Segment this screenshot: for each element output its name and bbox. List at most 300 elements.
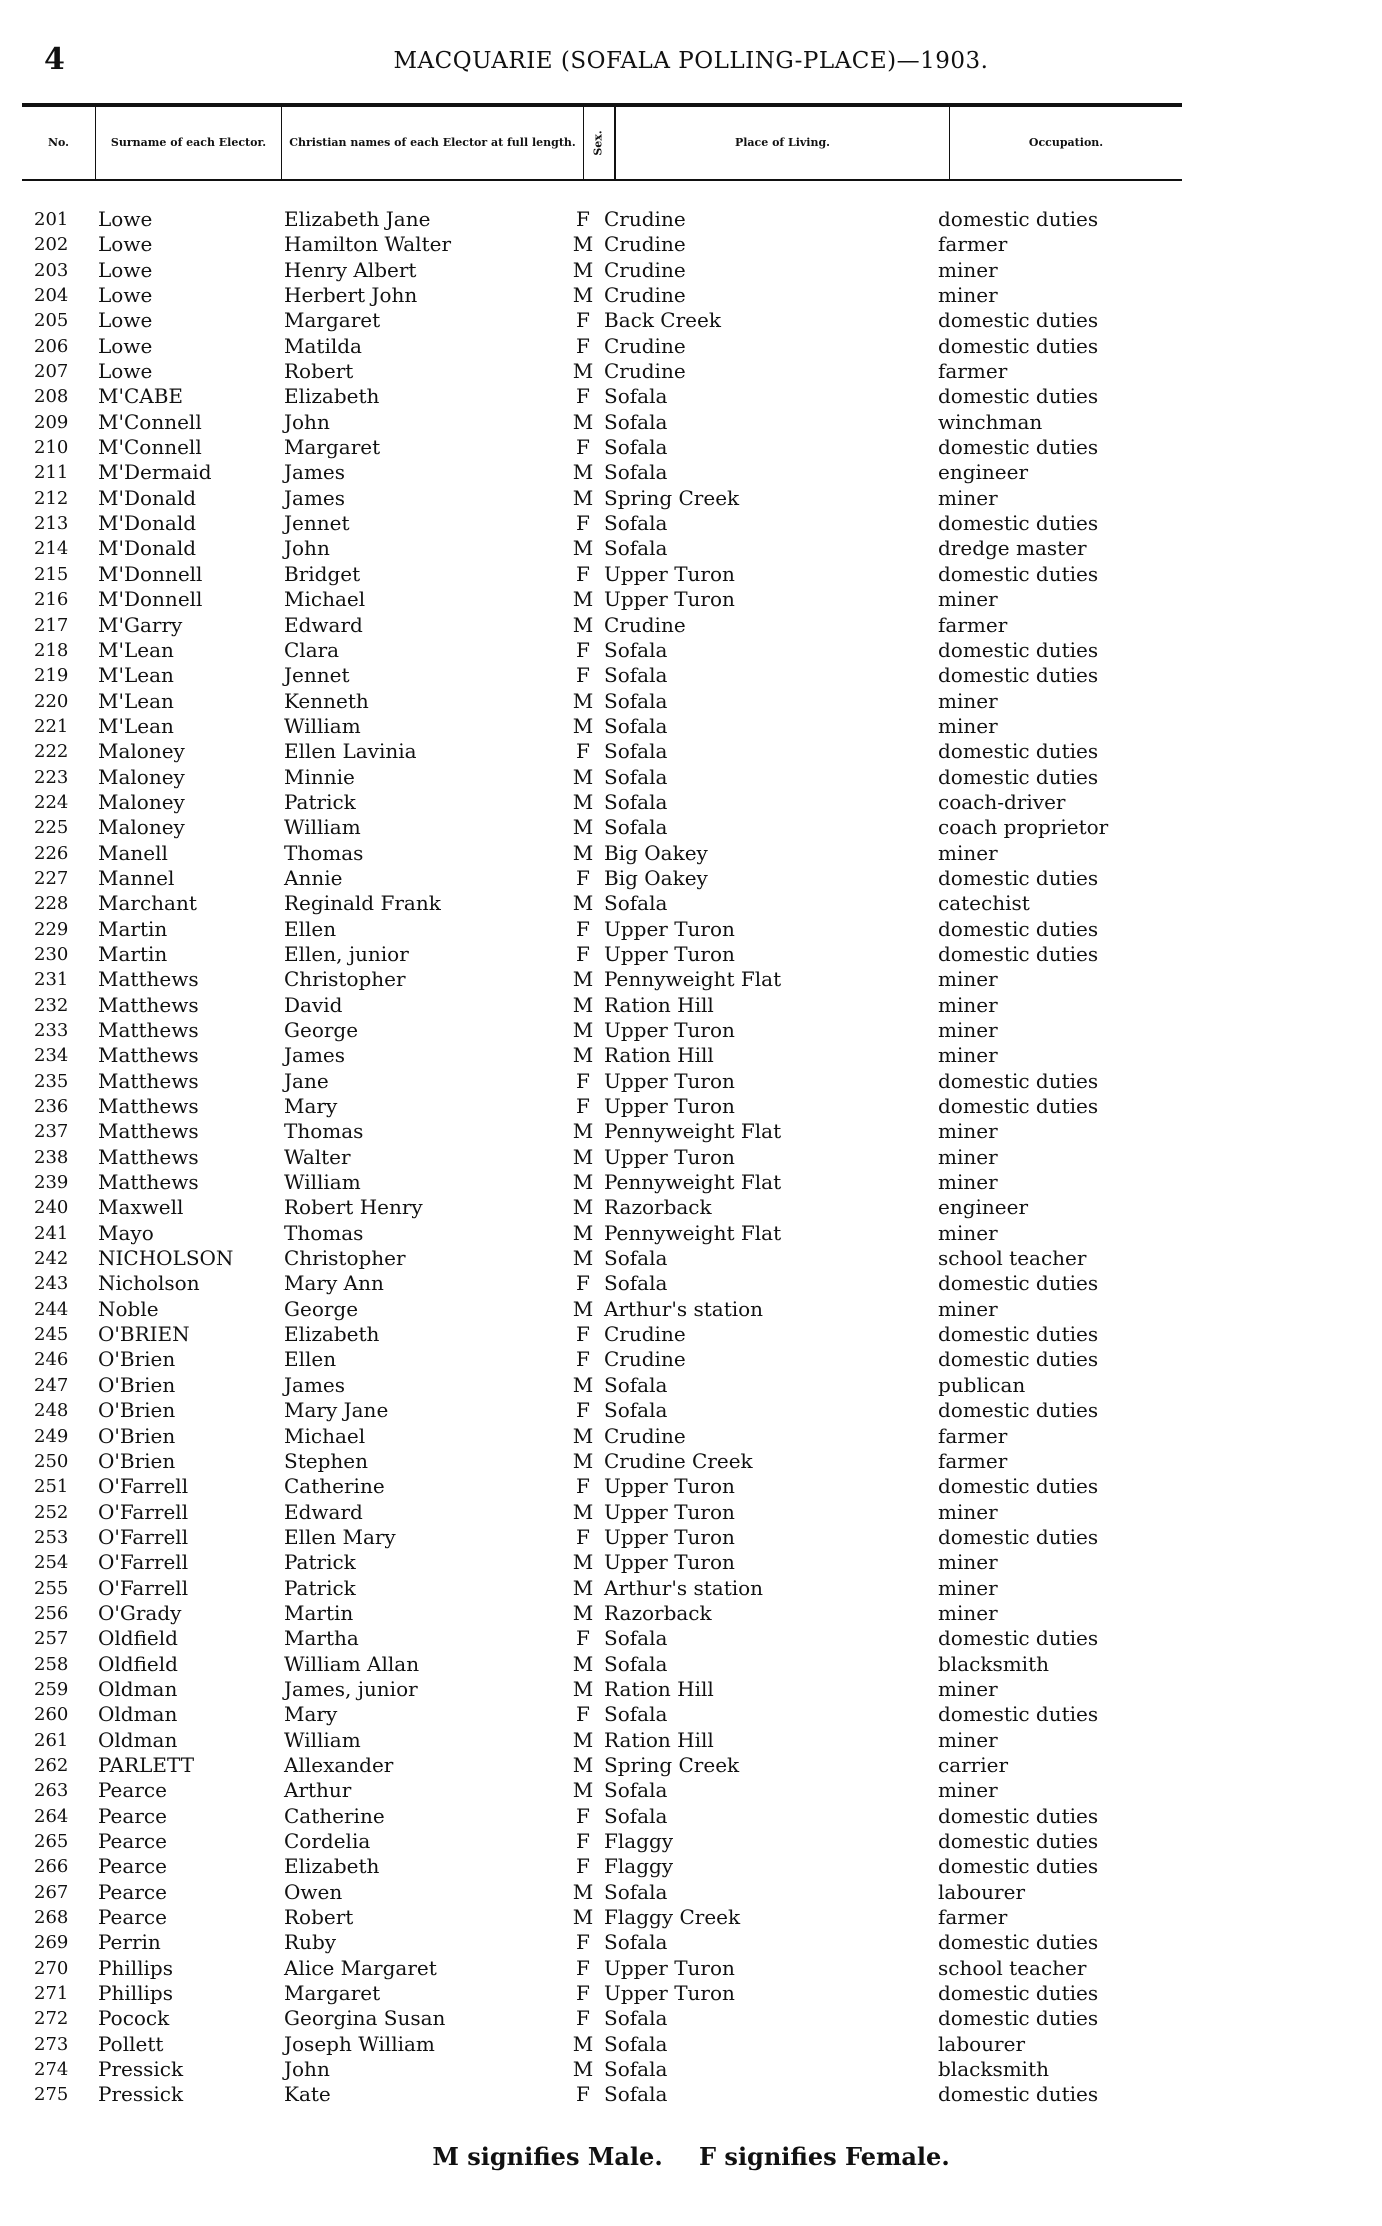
elector-place: Sofala: [604, 713, 668, 738]
elector-occupation: domestic duties: [938, 1271, 1099, 1296]
elector-sex: F: [576, 2082, 590, 2107]
elector-christian-names: Margaret: [284, 1981, 381, 2006]
elector-christian-names: James: [284, 1372, 346, 1397]
elector-occupation: domestic duties: [938, 435, 1099, 460]
elector-occupation: catechist: [938, 891, 1030, 916]
elector-occupation: domestic duties: [938, 1524, 1099, 1549]
table-row: [22, 765, 1182, 790]
elector-occupation: domestic duties: [938, 663, 1099, 688]
elector-occupation: carrier: [938, 1752, 1009, 1777]
elector-surname: M'Donald: [98, 511, 197, 536]
elector-christian-names: Allexander: [284, 1752, 394, 1777]
elector-sex: M: [572, 1727, 594, 1752]
elector-christian-names: Elizabeth: [284, 384, 380, 409]
elector-number: 230: [34, 943, 69, 965]
elector-surname: M'Connell: [98, 435, 202, 460]
elector-surname: Maloney: [98, 764, 185, 789]
elector-occupation: dredge master: [938, 536, 1087, 561]
elector-christian-names: Robert: [284, 359, 354, 384]
elector-surname: Mannel: [98, 865, 175, 890]
table-row: [22, 1424, 1182, 1449]
header-christian-label: Christian names of each Elector at full length.: [289, 136, 576, 149]
table-row: [22, 334, 1182, 359]
elector-sex: M: [572, 840, 594, 865]
elector-surname: O'Brien: [98, 1372, 176, 1397]
elector-occupation: miner: [938, 1600, 998, 1625]
elector-number: 261: [34, 1729, 69, 1751]
elector-place: Upper Turon: [604, 1981, 735, 2006]
elector-surname: Perrin: [98, 1930, 161, 1955]
table-row: [22, 1981, 1182, 2006]
elector-sex: M: [572, 359, 594, 384]
elector-christian-names: Margaret: [284, 435, 381, 460]
page-number: 4: [44, 42, 65, 77]
elector-sex: M: [572, 460, 594, 485]
elector-occupation: domestic duties: [938, 1854, 1099, 1879]
header-christian-names: [282, 107, 584, 179]
elector-number: 218: [34, 639, 69, 661]
elector-number: 203: [34, 259, 69, 281]
elector-number: 260: [34, 1704, 69, 1726]
elector-occupation: domestic duties: [938, 384, 1099, 409]
elector-place: Razorback: [604, 1600, 712, 1625]
elector-occupation: domestic duties: [938, 1347, 1099, 1372]
elector-place: Sofala: [604, 1372, 668, 1397]
elector-place: Sofala: [604, 384, 668, 409]
elector-place: Razorback: [604, 1195, 712, 1220]
elector-occupation: domestic duties: [938, 1829, 1099, 1853]
elector-place: Flaggy: [604, 1829, 674, 1853]
elector-occupation: domestic duties: [938, 2006, 1099, 2031]
table-row: [22, 587, 1182, 612]
table-row: [22, 1930, 1182, 1955]
elector-occupation: farmer: [938, 232, 1008, 257]
elector-surname: Lowe: [98, 232, 153, 257]
elector-occupation: coach-driver: [938, 789, 1066, 814]
elector-christian-names: Elizabeth: [284, 1854, 380, 1879]
elector-place: Ration Hill: [604, 992, 714, 1017]
elector-place: Crudine: [604, 283, 686, 308]
table-row: [22, 511, 1182, 536]
elector-sex: M: [572, 688, 594, 713]
elector-christian-names: Elizabeth: [284, 1322, 380, 1347]
elector-christian-names: Catherine: [284, 1474, 385, 1499]
elector-occupation: domestic duties: [938, 1930, 1099, 1955]
elector-surname: Matthews: [98, 1144, 199, 1169]
elector-occupation: domestic duties: [938, 739, 1099, 764]
elector-place: Upper Turon: [604, 1094, 735, 1119]
elector-number: 233: [34, 1020, 69, 1041]
elector-place: Sofala: [604, 815, 668, 840]
elector-christian-names: Ellen, junior: [284, 941, 409, 966]
elector-sex: M: [572, 2057, 594, 2082]
elector-number: 267: [34, 1881, 69, 1903]
elector-number: 245: [34, 1324, 69, 1346]
elector-christian-names: Edward: [284, 612, 363, 637]
table-row: [22, 1626, 1182, 1651]
elector-place: Pennyweight Flat: [604, 1170, 782, 1195]
elector-sex: F: [576, 1068, 590, 1093]
table-row: [22, 714, 1182, 739]
elector-surname: Lowe: [98, 257, 153, 282]
elector-surname: Matthews: [98, 1094, 199, 1119]
elector-occupation: miner: [938, 1550, 998, 1575]
table-row: [22, 1525, 1182, 1550]
elector-sex: M: [572, 1018, 594, 1042]
elector-surname: M'Lean: [98, 637, 174, 662]
elector-number: 243: [34, 1273, 69, 1295]
elector-number: 258: [34, 1653, 69, 1675]
elector-number: 270: [34, 1957, 69, 1979]
table-row: [22, 1778, 1182, 1803]
elector-occupation: miner: [938, 967, 998, 992]
elector-surname: Maloney: [98, 739, 185, 764]
elector-surname: Matthews: [98, 1170, 199, 1195]
elector-place: Sofala: [604, 409, 668, 434]
elector-sex: M: [572, 1220, 594, 1245]
elector-sex: M: [572, 1423, 594, 1448]
elector-place: Sofala: [604, 789, 668, 814]
elector-sex: M: [572, 713, 594, 738]
elector-surname: M'Connell: [98, 409, 202, 434]
elector-christian-names: Robert: [284, 1905, 354, 1930]
elector-place: Crudine: [604, 1347, 686, 1372]
elector-christian-names: Ellen: [284, 916, 337, 941]
elector-occupation: domestic duties: [938, 2082, 1099, 2107]
elector-number: 213: [34, 513, 69, 535]
elector-christian-names: Alice Margaret: [284, 1955, 437, 1980]
table-row: [22, 460, 1182, 485]
table-row: [22, 1804, 1182, 1829]
elector-place: Sofala: [604, 1398, 668, 1423]
elector-number: 251: [34, 1476, 69, 1498]
elector-number: 242: [34, 1248, 69, 1270]
elector-number: 229: [34, 918, 69, 940]
elector-place: Upper Turon: [604, 941, 735, 966]
table-row: [22, 410, 1182, 435]
elector-occupation: blacksmith: [938, 1651, 1049, 1676]
elector-number: 202: [34, 234, 69, 256]
elector-surname: O'Grady: [98, 1600, 182, 1625]
table-row: [22, 435, 1182, 460]
elector-number: 236: [34, 1096, 69, 1118]
elector-place: Sofala: [604, 1651, 668, 1676]
elector-christian-names: Stephen: [284, 1448, 368, 1473]
elector-sex: M: [572, 1296, 594, 1321]
elector-christian-names: Ruby: [284, 1930, 337, 1955]
table-row: [22, 1271, 1182, 1296]
table-row: [22, 1905, 1182, 1930]
elector-place: Pennyweight Flat: [604, 1119, 782, 1144]
elector-surname: Pollett: [98, 2031, 164, 2056]
elector-sex: M: [572, 587, 594, 612]
elector-number: 217: [34, 614, 69, 636]
elector-sex: M: [572, 1600, 594, 1625]
elector-place: Spring Creek: [604, 485, 740, 510]
elector-sex: M: [572, 612, 594, 637]
table-row: [22, 1702, 1182, 1727]
elector-occupation: farmer: [938, 1423, 1008, 1448]
elector-christian-names: Mary: [284, 1094, 338, 1119]
table-row: [22, 232, 1182, 257]
elector-sex: F: [576, 1347, 590, 1372]
elector-occupation: miner: [938, 1018, 998, 1042]
elector-surname: Nicholson: [98, 1271, 200, 1296]
table-row: [22, 689, 1182, 714]
elector-occupation: miner: [938, 1676, 998, 1701]
elector-surname: M'Lean: [98, 663, 174, 688]
elector-sex: M: [572, 891, 594, 916]
elector-number: 262: [34, 1754, 69, 1776]
elector-christian-names: Thomas: [284, 1119, 364, 1144]
elector-place: Sofala: [604, 2082, 668, 2107]
elector-surname: M'Donnell: [98, 587, 203, 612]
elector-surname: O'Farrell: [98, 1550, 189, 1575]
elector-surname: M'Dermaid: [98, 460, 212, 485]
elector-number: 219: [34, 665, 69, 687]
elector-place: Big Oakey: [604, 840, 708, 865]
elector-surname: NICHOLSON: [98, 1246, 234, 1271]
elector-sex: F: [576, 1474, 590, 1499]
elector-number: 210: [34, 437, 69, 459]
table-row: [22, 359, 1182, 384]
elector-number: 266: [34, 1856, 69, 1878]
elector-surname: Matthews: [98, 1043, 199, 1068]
elector-number: 212: [34, 487, 69, 509]
elector-surname: O'Brien: [98, 1347, 176, 1372]
table-row: [22, 739, 1182, 764]
elector-sex: M: [572, 992, 594, 1017]
table-row: [22, 308, 1182, 333]
elector-place: Sofala: [604, 2006, 668, 2031]
elector-number: 275: [34, 2084, 69, 2106]
elector-number: 234: [34, 1045, 69, 1067]
elector-number: 271: [34, 1983, 69, 2005]
elector-number: 253: [34, 1526, 69, 1548]
elector-number: 272: [34, 2008, 69, 2030]
elector-surname: Lowe: [98, 283, 153, 308]
elector-place: Pennyweight Flat: [604, 1220, 782, 1245]
elector-number: 216: [34, 589, 69, 611]
elector-sex: F: [576, 1524, 590, 1549]
table-row: [22, 1170, 1182, 1195]
elector-christian-names: Ellen Lavinia: [284, 739, 417, 764]
table-row: [22, 1195, 1182, 1220]
elector-place: Sofala: [604, 1271, 668, 1296]
elector-occupation: winchman: [938, 409, 1043, 434]
elector-number: 206: [34, 335, 69, 357]
elector-christian-names: John: [284, 409, 330, 434]
elector-sex: M: [572, 1905, 594, 1930]
elector-occupation: miner: [938, 1778, 998, 1803]
elector-sex: F: [576, 1322, 590, 1347]
elector-occupation: domestic duties: [938, 1626, 1099, 1651]
table-row: [22, 891, 1182, 916]
elector-occupation: domestic duties: [938, 511, 1099, 536]
elector-sex: M: [572, 232, 594, 257]
elector-sex: M: [572, 1575, 594, 1600]
elector-occupation: domestic duties: [938, 916, 1099, 941]
elector-christian-names: Jennet: [284, 511, 350, 536]
table-row: [22, 2057, 1182, 2082]
elector-number: 268: [34, 1907, 69, 1929]
elector-number: 264: [34, 1805, 69, 1827]
elector-christian-names: Owen: [284, 1879, 343, 1904]
elector-occupation: blacksmith: [938, 2057, 1049, 2082]
elector-place: Sofala: [604, 1246, 668, 1271]
elector-christian-names: Ellen Mary: [284, 1524, 396, 1549]
elector-number: 209: [34, 411, 69, 433]
elector-occupation: engineer: [938, 1195, 1029, 1220]
elector-place: Spring Creek: [604, 1752, 740, 1777]
table-row: [22, 2082, 1182, 2107]
elector-christian-names: Martha: [284, 1626, 359, 1651]
elector-sex: F: [576, 1930, 590, 1955]
elector-sex: M: [572, 789, 594, 814]
elector-occupation: miner: [938, 257, 998, 282]
elector-number: 249: [34, 1425, 69, 1447]
elector-surname: Oldfield: [98, 1651, 178, 1676]
elector-number: 228: [34, 893, 69, 915]
elector-place: Sofala: [604, 1930, 668, 1955]
elector-place: Arthur's station: [604, 1296, 764, 1321]
elector-surname: Matthews: [98, 1068, 199, 1093]
table-row: [22, 1956, 1182, 1981]
elector-sex: M: [572, 485, 594, 510]
elector-christian-names: William: [284, 1727, 361, 1752]
elector-sex: M: [572, 1448, 594, 1473]
elector-christian-names: William: [284, 815, 361, 840]
elector-sex: M: [572, 2031, 594, 2056]
elector-place: Back Creek: [604, 308, 721, 333]
elector-sex: M: [572, 1246, 594, 1271]
elector-christian-names: James: [284, 1043, 346, 1068]
table-row: [22, 1043, 1182, 1068]
elector-place: Sofala: [604, 663, 668, 688]
elector-occupation: labourer: [938, 2031, 1026, 2056]
elector-number: 214: [34, 538, 69, 560]
table-row: [22, 993, 1182, 1018]
elector-christian-names: Catherine: [284, 1803, 385, 1828]
elector-surname: Lowe: [98, 207, 153, 231]
elector-occupation: domestic duties: [938, 561, 1099, 586]
elector-christian-names: Kate: [284, 2082, 331, 2107]
elector-occupation: domestic duties: [938, 308, 1099, 333]
elector-occupation: miner: [938, 1499, 998, 1524]
elector-sex: F: [576, 384, 590, 409]
table-row: [22, 1246, 1182, 1271]
elector-occupation: farmer: [938, 359, 1008, 384]
table-row: [22, 866, 1182, 891]
elector-surname: M'Garry: [98, 612, 183, 637]
table-row: [22, 613, 1182, 638]
table-row: [22, 1069, 1182, 1094]
elector-surname: M'CABE: [98, 384, 184, 409]
elector-christian-names: Michael: [284, 587, 366, 612]
elector-sex: F: [576, 1271, 590, 1296]
elector-place: Sofala: [604, 637, 668, 662]
elector-surname: M'Donald: [98, 536, 197, 561]
elector-occupation: domestic duties: [938, 1322, 1099, 1347]
elector-place: Sofala: [604, 460, 668, 485]
elector-number: 221: [34, 715, 69, 737]
elector-sex: M: [572, 1879, 594, 1904]
table-row: [22, 1677, 1182, 1702]
elector-christian-names: Matilda: [284, 333, 362, 358]
elector-place: Upper Turon: [604, 916, 735, 941]
elector-list: [22, 207, 1182, 2108]
elector-christian-names: Patrick: [284, 789, 356, 814]
elector-number: 252: [34, 1501, 69, 1523]
elector-occupation: domestic duties: [938, 1981, 1099, 2006]
elector-number: 201: [34, 209, 69, 230]
elector-sex: F: [576, 511, 590, 536]
elector-christian-names: William Allan: [284, 1651, 420, 1676]
elector-christian-names: Thomas: [284, 840, 364, 865]
elector-place: Upper Turon: [604, 1068, 735, 1093]
table-row: [22, 1398, 1182, 1423]
elector-christian-names: Jane: [284, 1068, 329, 1093]
header-surname-label: Surname of each Elector.: [110, 136, 267, 149]
elector-occupation: miner: [938, 1296, 998, 1321]
elector-sex: F: [576, 1094, 590, 1119]
table-row: [22, 1500, 1182, 1525]
elector-place: Crudine: [604, 1423, 686, 1448]
elector-christian-names: Martin: [284, 1600, 354, 1625]
elector-number: 247: [34, 1374, 69, 1396]
elector-place: Upper Turon: [604, 1018, 735, 1042]
elector-christian-names: James, junior: [284, 1676, 418, 1701]
table-row: [22, 283, 1182, 308]
elector-surname: Pocock: [98, 2006, 170, 2031]
elector-christian-names: Jennet: [284, 663, 350, 688]
elector-surname: Matthews: [98, 1119, 199, 1144]
elector-number: 269: [34, 1932, 69, 1954]
elector-occupation: miner: [938, 1727, 998, 1752]
elector-occupation: miner: [938, 485, 998, 510]
elector-surname: Pressick: [98, 2057, 184, 2082]
elector-surname: Maloney: [98, 789, 185, 814]
elector-sex: M: [572, 1170, 594, 1195]
elector-sex: F: [576, 1829, 590, 1853]
elector-surname: Maloney: [98, 815, 185, 840]
elector-christian-names: Joseph William: [284, 2031, 435, 2056]
table-row: [22, 1728, 1182, 1753]
elector-number: 222: [34, 741, 69, 763]
table-row: [22, 1601, 1182, 1626]
elector-surname: Mayo: [98, 1220, 154, 1245]
table-row: [22, 1854, 1182, 1879]
elector-occupation: farmer: [938, 1905, 1008, 1930]
header-no-label: No.: [47, 136, 70, 149]
elector-surname: O'Farrell: [98, 1499, 189, 1524]
elector-christian-names: Henry Albert: [284, 257, 417, 282]
elector-christian-names: Mary Jane: [284, 1398, 389, 1423]
elector-surname: Martin: [98, 941, 168, 966]
elector-christian-names: Annie: [284, 865, 343, 890]
elector-occupation: publican: [938, 1372, 1026, 1397]
elector-number: 226: [34, 842, 69, 864]
elector-occupation: miner: [938, 1220, 998, 1245]
elector-number: 238: [34, 1146, 69, 1168]
elector-surname: Oldfield: [98, 1626, 178, 1651]
table-row: [22, 917, 1182, 942]
table-row: [22, 1322, 1182, 1347]
elector-occupation: school teacher: [938, 1955, 1087, 1980]
elector-place: Sofala: [604, 536, 668, 561]
elector-christian-names: Patrick: [284, 1550, 356, 1575]
table-row: [22, 790, 1182, 815]
